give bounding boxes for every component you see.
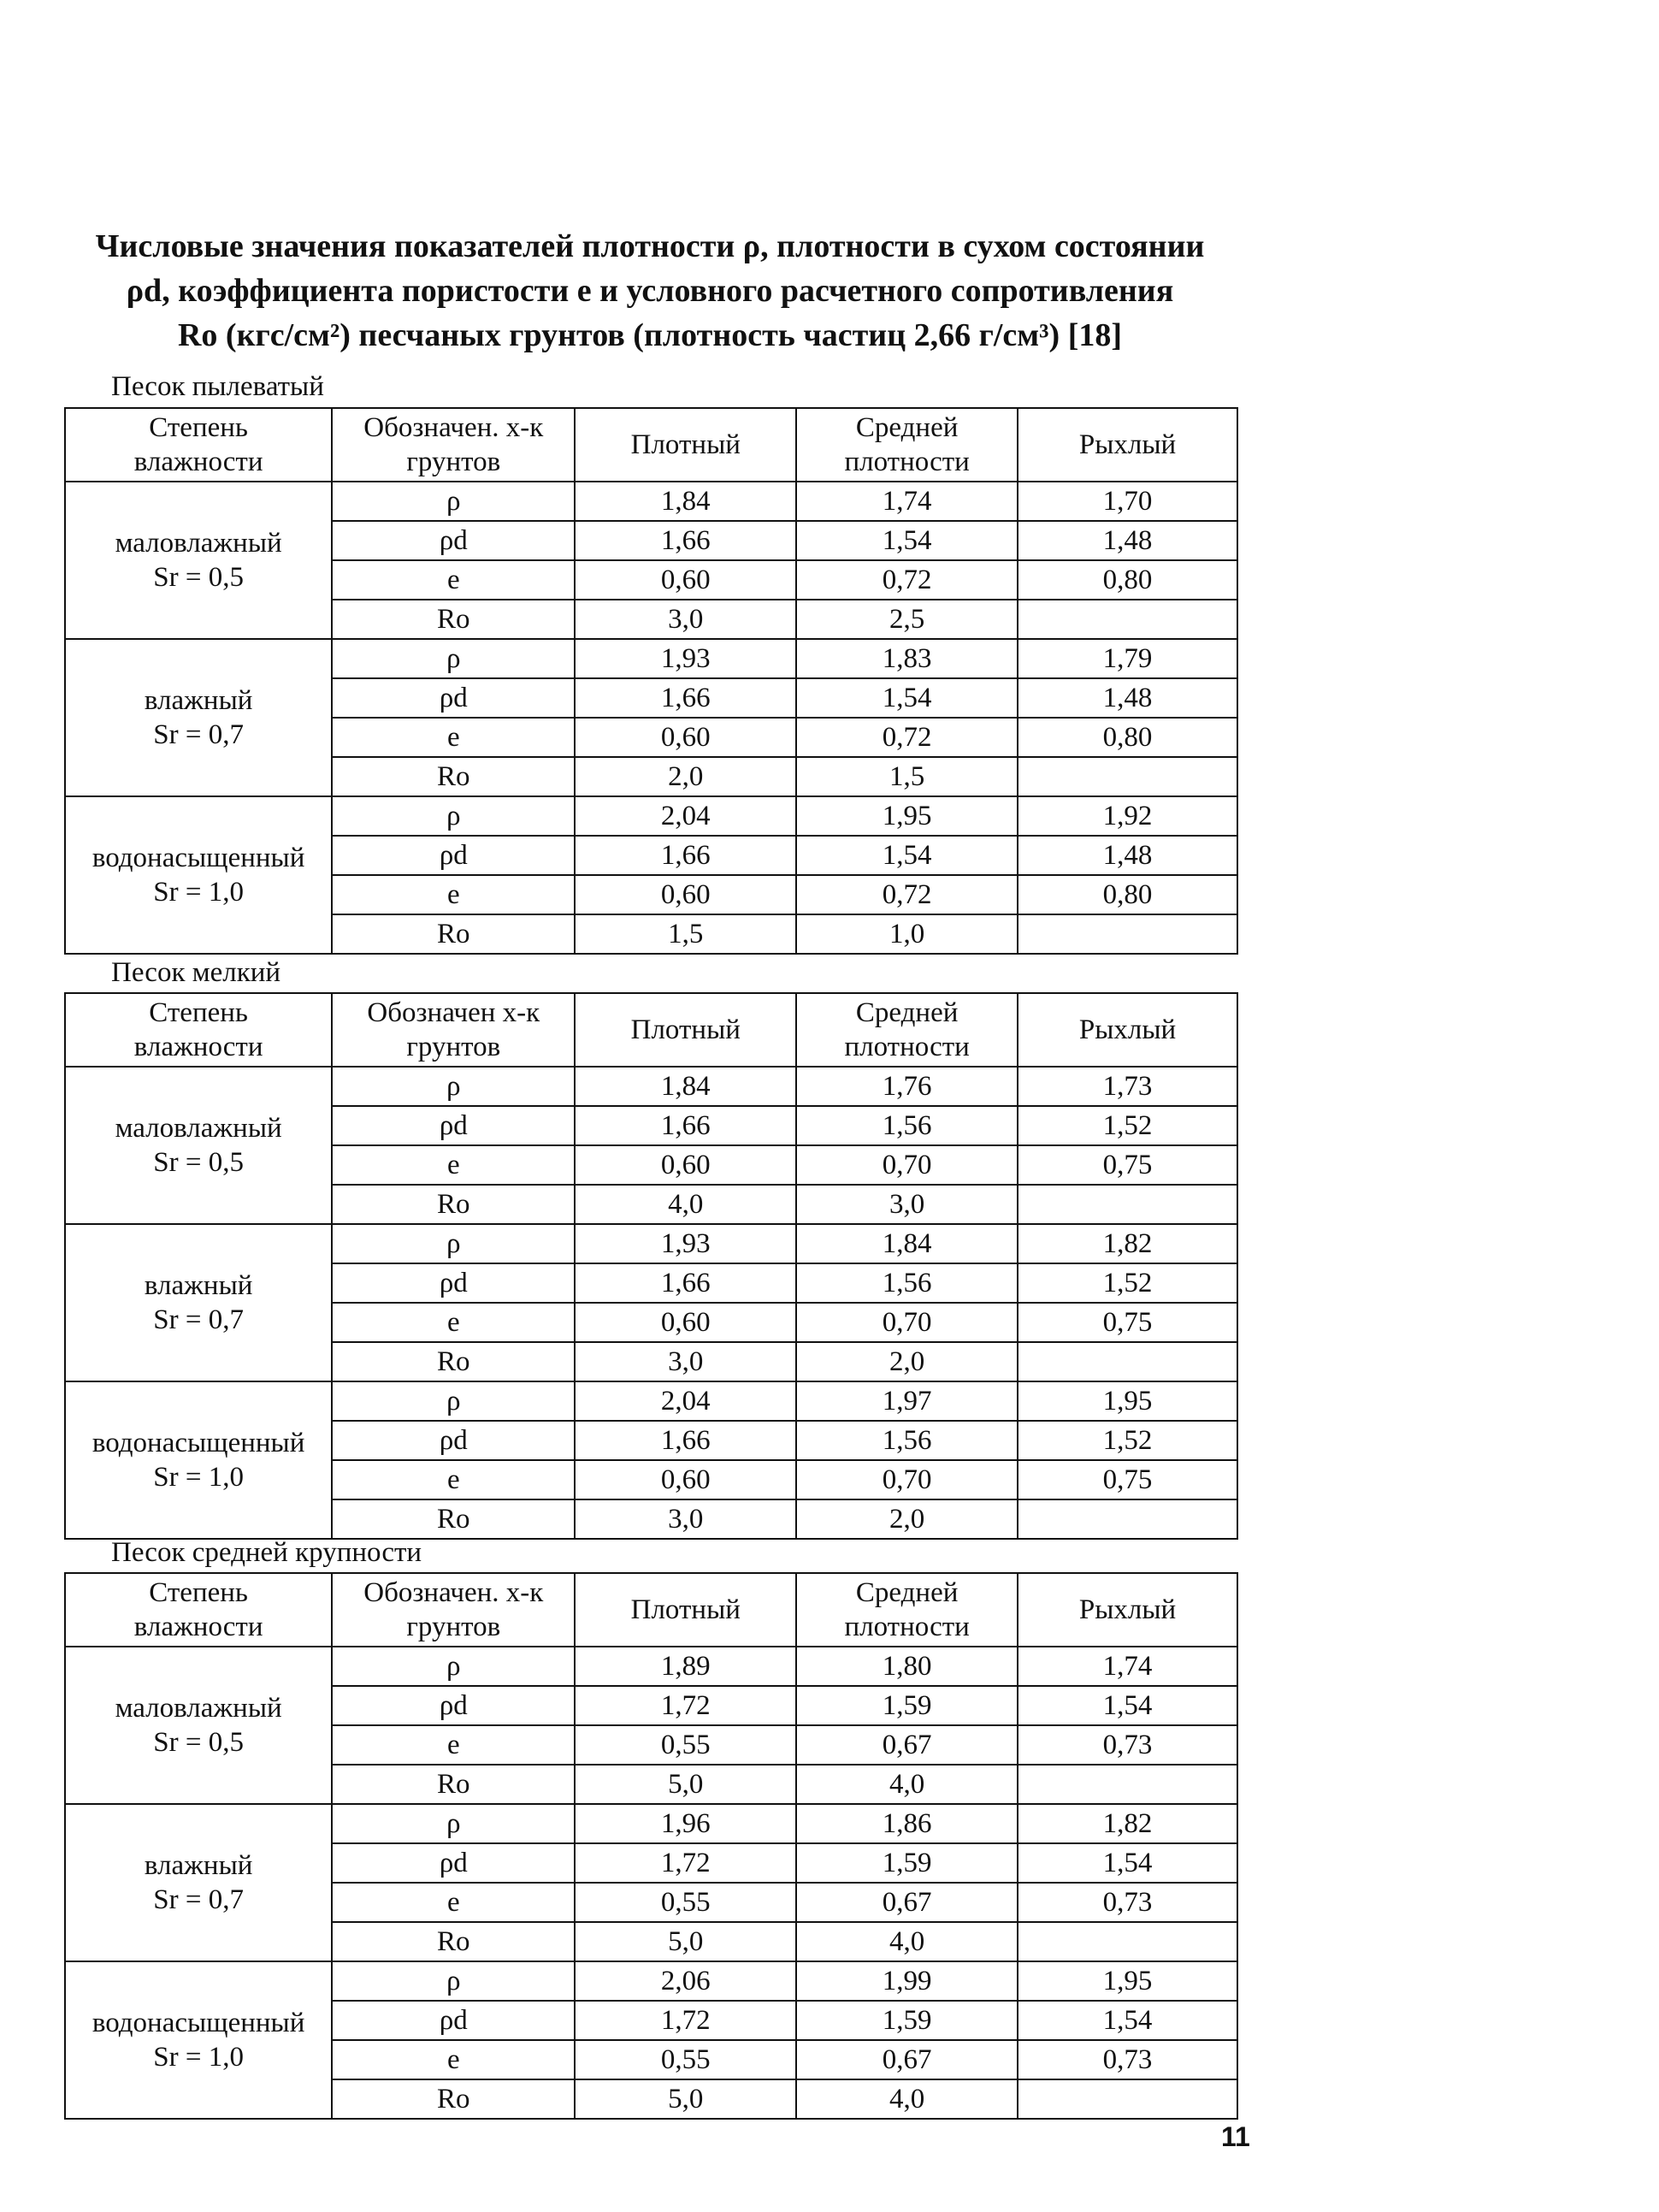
value-medium: 0,70 bbox=[796, 1460, 1018, 1499]
moisture-group-cell bbox=[65, 1961, 332, 2119]
table-row bbox=[65, 1067, 1237, 1106]
moisture-label: маловлажный bbox=[115, 1693, 282, 1724]
value-medium: 1,84 bbox=[796, 1224, 1018, 1263]
value-medium: 1,59 bbox=[796, 1843, 1018, 1883]
header-designation: Обозначен. х-к грунтов bbox=[332, 408, 575, 482]
value-dense: 5,0 bbox=[575, 1922, 796, 1961]
value-loose: 0,80 bbox=[1018, 718, 1237, 757]
value-dense: 1,96 bbox=[575, 1804, 796, 1843]
symbol-cell: ρ bbox=[332, 1067, 575, 1106]
symbol-cell: Rо bbox=[332, 757, 575, 796]
table-row bbox=[65, 1647, 1237, 1686]
value-dense: 3,0 bbox=[575, 600, 796, 639]
moisture-group-cell bbox=[65, 1647, 332, 1804]
symbol-cell: ρ bbox=[332, 1647, 575, 1686]
symbol-cell: ρd bbox=[332, 678, 575, 718]
symbol-cell: ρd bbox=[332, 1106, 575, 1145]
table-header-row bbox=[65, 993, 1237, 1067]
header-medium: Средней плотности bbox=[796, 408, 1018, 482]
value-dense: 1,66 bbox=[575, 836, 796, 875]
table-row bbox=[65, 639, 1237, 678]
value-dense: 1,89 bbox=[575, 1647, 796, 1686]
moisture-label: водонасыщенный bbox=[92, 2008, 305, 2038]
moisture-label: водонасыщенный bbox=[92, 843, 305, 873]
value-loose: 1,79 bbox=[1018, 639, 1237, 678]
table-header-row bbox=[65, 408, 1237, 482]
value-medium: 1,80 bbox=[796, 1647, 1018, 1686]
moisture-group-cell bbox=[65, 1224, 332, 1381]
value-loose bbox=[1018, 757, 1237, 796]
soil-table bbox=[64, 992, 1238, 1540]
title-line-3: Rо (кгс/см²) песчаных грунтов (плотность частиц 2,66 г/см³) [18] bbox=[177, 317, 1123, 353]
value-loose bbox=[1018, 1765, 1237, 1804]
saturation-degree: Sr = 1,0 bbox=[153, 877, 244, 908]
symbol-cell: Rо bbox=[332, 914, 575, 954]
value-medium: 1,95 bbox=[796, 796, 1018, 836]
saturation-degree: Sr = 0,7 bbox=[153, 719, 244, 750]
value-dense: 1,72 bbox=[575, 2001, 796, 2040]
value-loose: 0,73 bbox=[1018, 1883, 1237, 1922]
value-dense: 3,0 bbox=[575, 1342, 796, 1381]
header-medium: Средней плотности bbox=[796, 993, 1018, 1067]
header-moisture: Степень влажности bbox=[65, 1573, 332, 1647]
value-medium: 2,5 bbox=[796, 600, 1018, 639]
table-header-row bbox=[65, 1573, 1237, 1647]
symbol-cell: ρ bbox=[332, 1804, 575, 1843]
value-medium: 0,70 bbox=[796, 1303, 1018, 1342]
value-loose: 1,54 bbox=[1018, 2001, 1237, 2040]
moisture-group-cell bbox=[65, 1381, 332, 1539]
value-medium: 0,67 bbox=[796, 1725, 1018, 1765]
symbol-cell: ρd bbox=[332, 1263, 575, 1303]
value-dense: 0,60 bbox=[575, 1460, 796, 1499]
soil-table bbox=[64, 407, 1238, 955]
value-dense: 5,0 bbox=[575, 2079, 796, 2119]
value-loose: 0,73 bbox=[1018, 2040, 1237, 2079]
value-dense: 1,66 bbox=[575, 1106, 796, 1145]
header-loose: Рыхлый bbox=[1018, 993, 1237, 1067]
value-loose: 1,54 bbox=[1018, 1686, 1237, 1725]
symbol-cell: ρ bbox=[332, 639, 575, 678]
header-dense: Плотный bbox=[575, 1573, 796, 1647]
table-row bbox=[65, 482, 1237, 521]
symbol-cell: е bbox=[332, 560, 575, 600]
value-loose: 1,95 bbox=[1018, 1961, 1237, 2001]
page-title bbox=[34, 224, 1266, 358]
value-loose: 0,80 bbox=[1018, 875, 1237, 914]
value-loose: 1,52 bbox=[1018, 1263, 1237, 1303]
value-medium: 0,72 bbox=[796, 875, 1018, 914]
value-medium: 4,0 bbox=[796, 1922, 1018, 1961]
symbol-cell: ρd bbox=[332, 1843, 575, 1883]
symbol-cell: ρd bbox=[332, 1686, 575, 1725]
symbol-cell: е bbox=[332, 718, 575, 757]
value-loose: 1,52 bbox=[1018, 1106, 1237, 1145]
symbol-cell: е bbox=[332, 2040, 575, 2079]
value-medium: 1,76 bbox=[796, 1067, 1018, 1106]
header-moisture: Степень влажности bbox=[65, 408, 332, 482]
table-caption: Песок мелкий bbox=[111, 957, 281, 988]
saturation-degree: Sr = 1,0 bbox=[153, 2042, 244, 2073]
table-row bbox=[65, 1224, 1237, 1263]
symbol-cell: е bbox=[332, 1883, 575, 1922]
moisture-label: маловлажный bbox=[115, 1113, 282, 1144]
saturation-degree: Sr = 1,0 bbox=[153, 1462, 244, 1493]
moisture-group-cell bbox=[65, 1804, 332, 1961]
header-dense: Плотный bbox=[575, 993, 796, 1067]
value-loose bbox=[1018, 1185, 1237, 1224]
symbol-cell: Rо bbox=[332, 1342, 575, 1381]
value-dense: 1,66 bbox=[575, 1263, 796, 1303]
value-loose: 1,48 bbox=[1018, 836, 1237, 875]
value-dense: 5,0 bbox=[575, 1765, 796, 1804]
moisture-group-cell bbox=[65, 482, 332, 639]
moisture-label: влажный bbox=[144, 1270, 253, 1301]
value-dense: 1,5 bbox=[575, 914, 796, 954]
soil-table bbox=[64, 1572, 1238, 2120]
value-medium: 1,59 bbox=[796, 1686, 1018, 1725]
value-medium: 0,72 bbox=[796, 560, 1018, 600]
header-designation: Обозначен. х-к грунтов bbox=[332, 1573, 575, 1647]
value-medium: 4,0 bbox=[796, 2079, 1018, 2119]
value-dense: 0,60 bbox=[575, 560, 796, 600]
symbol-cell: ρ bbox=[332, 1224, 575, 1263]
saturation-degree: Sr = 0,7 bbox=[153, 1304, 244, 1335]
symbol-cell: ρd bbox=[332, 1421, 575, 1460]
table-row bbox=[65, 1381, 1237, 1421]
value-loose: 1,48 bbox=[1018, 521, 1237, 560]
value-medium: 0,67 bbox=[796, 2040, 1018, 2079]
value-medium: 1,54 bbox=[796, 521, 1018, 560]
value-loose bbox=[1018, 1342, 1237, 1381]
symbol-cell: ρd bbox=[332, 2001, 575, 2040]
symbol-cell: Rо bbox=[332, 1922, 575, 1961]
value-dense: 0,55 bbox=[575, 1883, 796, 1922]
value-medium: 1,56 bbox=[796, 1106, 1018, 1145]
title-line-2: ρd, коэффициента пористости е и условного расчетного сопротивления bbox=[126, 273, 1174, 309]
value-loose bbox=[1018, 600, 1237, 639]
value-dense: 0,60 bbox=[575, 1303, 796, 1342]
value-medium: 1,59 bbox=[796, 2001, 1018, 2040]
value-medium: 4,0 bbox=[796, 1765, 1018, 1804]
symbol-cell: е bbox=[332, 1725, 575, 1765]
value-dense: 1,66 bbox=[575, 521, 796, 560]
value-loose: 1,82 bbox=[1018, 1804, 1237, 1843]
value-medium: 0,70 bbox=[796, 1145, 1018, 1185]
symbol-cell: е bbox=[332, 1460, 575, 1499]
value-dense: 1,66 bbox=[575, 678, 796, 718]
value-medium: 1,86 bbox=[796, 1804, 1018, 1843]
table-row bbox=[65, 1961, 1237, 2001]
value-medium: 2,0 bbox=[796, 1342, 1018, 1381]
symbol-cell: ρd bbox=[332, 836, 575, 875]
value-dense: 4,0 bbox=[575, 1185, 796, 1224]
moisture-label: влажный bbox=[144, 1850, 253, 1881]
value-medium: 1,5 bbox=[796, 757, 1018, 796]
value-medium: 1,56 bbox=[796, 1421, 1018, 1460]
value-loose bbox=[1018, 914, 1237, 954]
value-loose: 0,75 bbox=[1018, 1460, 1237, 1499]
value-medium: 0,72 bbox=[796, 718, 1018, 757]
value-loose: 1,52 bbox=[1018, 1421, 1237, 1460]
symbol-cell: Rо bbox=[332, 2079, 575, 2119]
value-dense: 2,0 bbox=[575, 757, 796, 796]
symbol-cell: Rо bbox=[332, 1499, 575, 1539]
value-loose: 0,75 bbox=[1018, 1145, 1237, 1185]
moisture-group-cell bbox=[65, 1067, 332, 1224]
value-dense: 0,55 bbox=[575, 2040, 796, 2079]
value-dense: 1,93 bbox=[575, 639, 796, 678]
value-loose: 1,73 bbox=[1018, 1067, 1237, 1106]
symbol-cell: ρ bbox=[332, 796, 575, 836]
header-medium: Средней плотности bbox=[796, 1573, 1018, 1647]
table-caption: Песок средней крупности bbox=[111, 1537, 422, 1568]
value-medium: 1,74 bbox=[796, 482, 1018, 521]
value-medium: 1,0 bbox=[796, 914, 1018, 954]
value-dense: 1,72 bbox=[575, 1843, 796, 1883]
symbol-cell: Rо bbox=[332, 1765, 575, 1804]
table-caption: Песок пылеватый bbox=[111, 371, 324, 402]
table-row bbox=[65, 1804, 1237, 1843]
value-medium: 1,97 bbox=[796, 1381, 1018, 1421]
value-dense: 2,04 bbox=[575, 1381, 796, 1421]
value-loose: 0,73 bbox=[1018, 1725, 1237, 1765]
value-dense: 0,60 bbox=[575, 875, 796, 914]
moisture-group-cell bbox=[65, 796, 332, 954]
value-loose: 1,92 bbox=[1018, 796, 1237, 836]
value-dense: 1,84 bbox=[575, 482, 796, 521]
symbol-cell: ρd bbox=[332, 521, 575, 560]
symbol-cell: Rо bbox=[332, 600, 575, 639]
value-loose: 1,54 bbox=[1018, 1843, 1237, 1883]
value-loose bbox=[1018, 1499, 1237, 1539]
value-loose: 1,48 bbox=[1018, 678, 1237, 718]
value-dense: 0,60 bbox=[575, 718, 796, 757]
moisture-label: влажный bbox=[144, 685, 253, 716]
title-line-1: Числовые значения показателей плотности ρ, плотности в сухом состоянии bbox=[95, 228, 1205, 264]
value-medium: 2,0 bbox=[796, 1499, 1018, 1539]
moisture-label: водонасыщенный bbox=[92, 1428, 305, 1458]
value-loose: 1,82 bbox=[1018, 1224, 1237, 1263]
page-number: 11 bbox=[1221, 2121, 1250, 2152]
symbol-cell: е bbox=[332, 1145, 575, 1185]
value-medium: 0,67 bbox=[796, 1883, 1018, 1922]
value-dense: 1,84 bbox=[575, 1067, 796, 1106]
header-loose: Рыхлый bbox=[1018, 1573, 1237, 1647]
symbol-cell: е bbox=[332, 1303, 575, 1342]
header-moisture: Степень влажности bbox=[65, 993, 332, 1067]
value-loose: 0,75 bbox=[1018, 1303, 1237, 1342]
value-medium: 1,56 bbox=[796, 1263, 1018, 1303]
table-row bbox=[65, 796, 1237, 836]
value-loose: 1,74 bbox=[1018, 1647, 1237, 1686]
saturation-degree: Sr = 0,5 bbox=[153, 1727, 244, 1758]
moisture-label: маловлажный bbox=[115, 528, 282, 559]
saturation-degree: Sr = 0,7 bbox=[153, 1884, 244, 1915]
value-dense: 1,66 bbox=[575, 1421, 796, 1460]
value-dense: 2,06 bbox=[575, 1961, 796, 2001]
saturation-degree: Sr = 0,5 bbox=[153, 562, 244, 593]
value-loose: 1,70 bbox=[1018, 482, 1237, 521]
moisture-group-cell bbox=[65, 639, 332, 796]
value-loose bbox=[1018, 1922, 1237, 1961]
value-medium: 3,0 bbox=[796, 1185, 1018, 1224]
value-medium: 1,83 bbox=[796, 639, 1018, 678]
value-loose: 1,95 bbox=[1018, 1381, 1237, 1421]
value-dense: 0,55 bbox=[575, 1725, 796, 1765]
value-dense: 1,72 bbox=[575, 1686, 796, 1725]
value-medium: 1,54 bbox=[796, 836, 1018, 875]
value-loose bbox=[1018, 2079, 1237, 2119]
value-dense: 0,60 bbox=[575, 1145, 796, 1185]
value-dense: 1,93 bbox=[575, 1224, 796, 1263]
value-medium: 1,99 bbox=[796, 1961, 1018, 2001]
symbol-cell: Rо bbox=[332, 1185, 575, 1224]
header-designation: Обозначен х-к грунтов bbox=[332, 993, 575, 1067]
value-dense: 3,0 bbox=[575, 1499, 796, 1539]
saturation-degree: Sr = 0,5 bbox=[153, 1147, 244, 1178]
symbol-cell: ρ bbox=[332, 1381, 575, 1421]
value-medium: 1,54 bbox=[796, 678, 1018, 718]
header-loose: Рыхлый bbox=[1018, 408, 1237, 482]
symbol-cell: е bbox=[332, 875, 575, 914]
symbol-cell: ρ bbox=[332, 482, 575, 521]
value-loose: 0,80 bbox=[1018, 560, 1237, 600]
symbol-cell: ρ bbox=[332, 1961, 575, 2001]
value-dense: 2,04 bbox=[575, 796, 796, 836]
header-dense: Плотный bbox=[575, 408, 796, 482]
